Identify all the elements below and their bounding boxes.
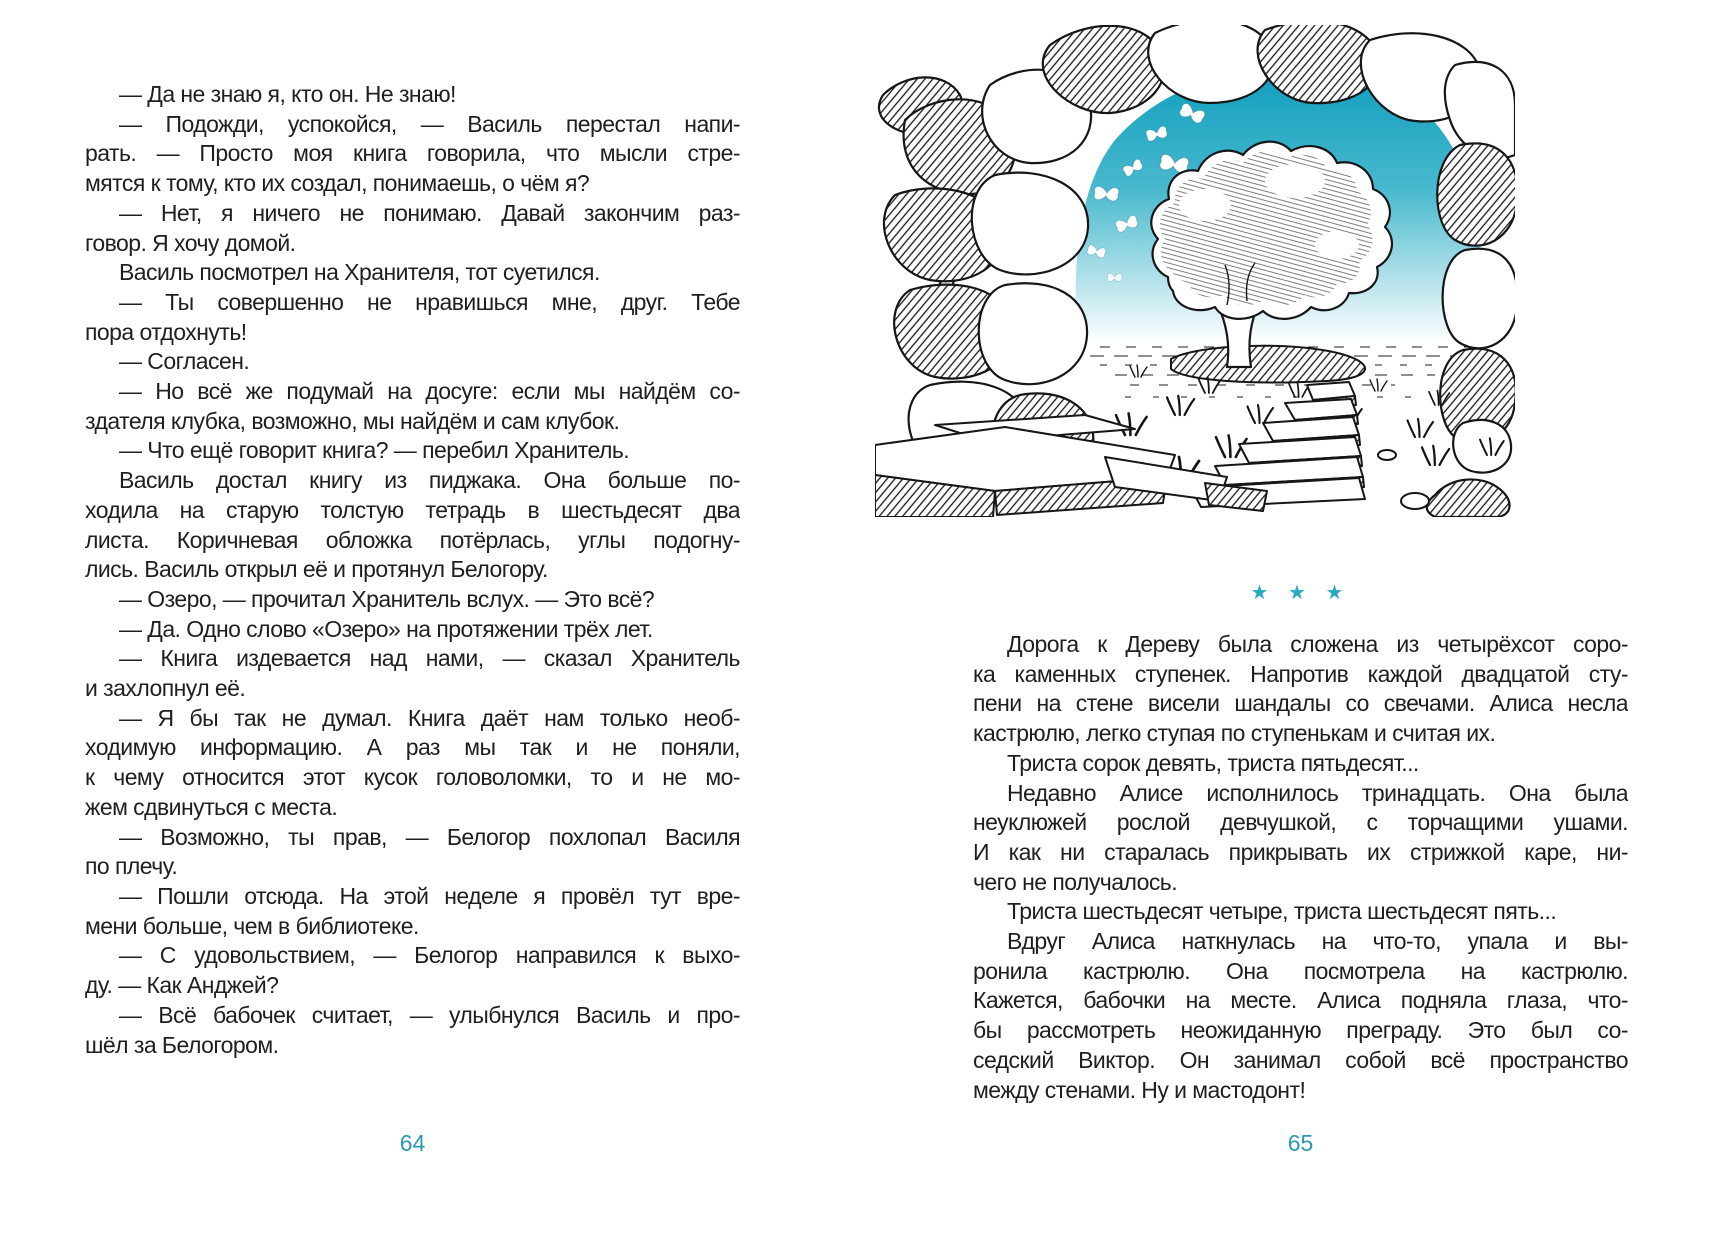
text-line: к чему относится этот кусок головоломки, то и не мо- — [85, 764, 740, 791]
text-line: и захлопнул её. — [85, 675, 246, 702]
text-line: неуклюжей рослой девчушкой, с торчащими ушами. — [973, 809, 1628, 836]
text-line: И как ни старалась прикрывать их стрижкой каре, ни- — [973, 838, 1628, 865]
page-number-right: 65 — [1287, 1130, 1314, 1156]
cave-illustration-svg — [875, 25, 1515, 517]
text-line: — Нет, я ничего не понимаю. Давай закончим раз- — [119, 199, 740, 226]
text-line: — Да не знаю я, кто он. Не знаю! — [119, 81, 456, 107]
text-line: по плечу. — [85, 853, 178, 880]
text-line: — Что ещё говорит книга? — перебил Хранитель. — [119, 437, 630, 464]
section-separator: ★ ★ ★ — [1250, 582, 1351, 604]
text-line: здателя клубка, возможно, мы найдём и сам клубок. — [85, 407, 620, 434]
text-line: ходимую информацию. А раз мы так и не поняли, — [85, 734, 740, 761]
text-line: Василь достал книгу из пиджака. Она больше по- — [119, 467, 740, 494]
right-page-text-column — [973, 630, 1628, 1105]
text-line: ду. — Как Анджей? — [85, 972, 279, 999]
text-line: шёл за Белогором. — [85, 1031, 279, 1058]
text-line: Триста сорок девять, триста пятьдесят... — [1007, 749, 1419, 776]
text-line: пора отдохнуть! — [85, 318, 247, 345]
text-line: Вдруг Алиса наткнулась на что-то, упала и вы- — [1007, 928, 1628, 955]
text-line: Дорога к Дереву была сложена из четырёхсот соро- — [1007, 631, 1628, 657]
text-line: седский Виктор. Он занимал собой всё пространство — [973, 1046, 1628, 1073]
text-line: ронила кастрюлю. Она посмотрела на кастрюлю. — [973, 957, 1628, 984]
cave-illustration — [875, 25, 1515, 517]
text-line: мятся к тому, кто их создал, понимаешь, о чём я? — [85, 170, 590, 197]
text-line: Кажется, бабочки на месте. Алиса подняла глаза, что- — [973, 987, 1628, 1014]
text-line: Недавно Алисе исполнилось тринадцать. Она была — [1007, 779, 1628, 806]
text-line: кастрюлю, легко ступая по ступенькам и считая их. — [973, 720, 1496, 747]
text-line: — Возможно, ты прав, — Белогор похлопал Василя — [119, 823, 740, 850]
text-line: — Пошли отсюда. На этой неделе я провёл тут вре- — [119, 882, 740, 909]
text-line: ка каменных ступенек. Напротив каждой двадцатой сту- — [973, 660, 1628, 687]
text-line: — Да. Одно слово «Озеро» на протяжении трёх лет. — [119, 615, 653, 642]
page-number-left: 64 — [399, 1130, 426, 1156]
text-line: — Книга издевается над нами, — сказал Хранитель — [119, 645, 740, 672]
text-line: — С удовольствием, — Белогор направился к выхо- — [119, 942, 740, 969]
text-line: листа. Коричневая обложка потёрлась, углы подогну- — [85, 526, 740, 553]
text-line: ходила на старую толстую тетрадь в шестьдесят два — [85, 496, 740, 523]
text-line: жем сдвинуться с места. — [85, 793, 338, 820]
text-line: Василь посмотрел на Хранителя, тот суетился. — [119, 259, 600, 286]
text-line: — Но всё же подумай на досуге: если мы найдём со- — [119, 378, 740, 405]
left-page-text-column — [85, 80, 740, 1060]
text-line: рать. — Просто моя книга говорила, что мысли стре- — [85, 140, 740, 167]
text-line: — Озеро, — прочитал Хранитель вслух. — Это всё? — [119, 585, 655, 612]
text-line: между стенами. Ну и мастодонт! — [973, 1076, 1306, 1103]
text-line: — Подожди, успокойся, — Василь перестал напи- — [119, 110, 740, 137]
text-line: чего не получалось. — [973, 868, 1178, 895]
text-line: пени на стене висели шандалы со свечами. Алиса несла — [973, 690, 1628, 717]
text-line: — Всё бабочек считает, — улыбнулся Василь и про- — [119, 1001, 740, 1028]
text-line: — Я бы так не думал. Книга даёт нам только необ- — [119, 704, 740, 731]
text-line: — Согласен. — [119, 348, 250, 375]
text-line: Триста шестьдесят четыре, триста шестьдесят пять... — [1007, 898, 1557, 925]
text-line: бы рассмотреть неожиданную преграду. Это был со- — [973, 1017, 1628, 1044]
text-line: лись. Василь открыл её и протянул Белогору. — [85, 556, 548, 583]
text-line: мени больше, чем в библиотеке. — [85, 912, 419, 939]
text-line: — Ты совершенно не нравишься мне, друг. Тебе — [119, 288, 740, 315]
text-line: говор. Я хочу домой. — [85, 229, 296, 256]
